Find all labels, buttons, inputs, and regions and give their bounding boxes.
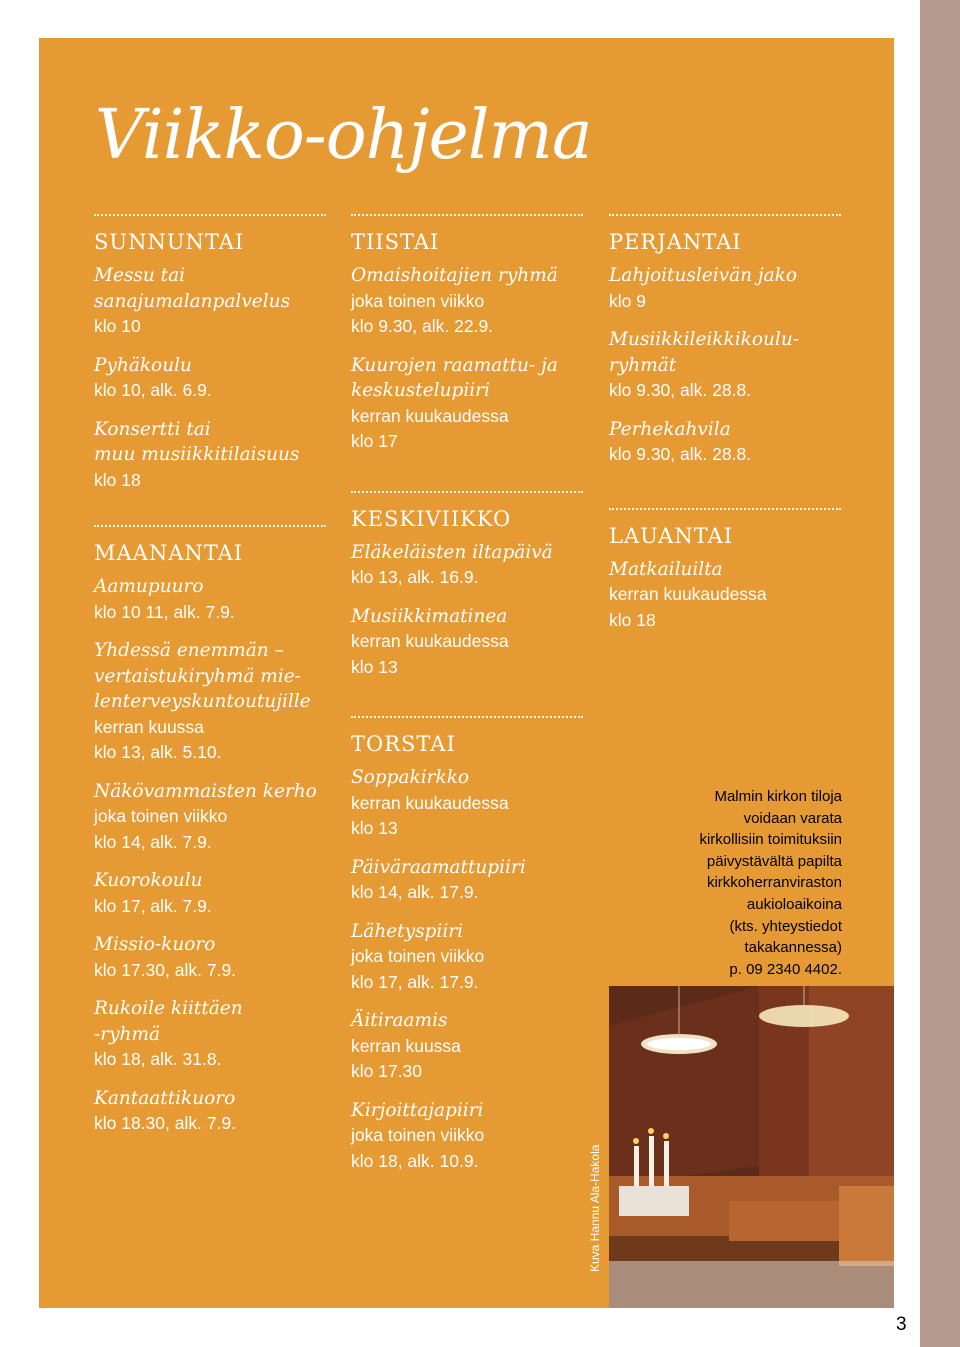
dotted-divider <box>351 716 583 718</box>
event-detail: klo 13, alk. 16.9. <box>351 567 479 587</box>
event-detail: klo 9.30, alk. 22.9. <box>351 316 494 336</box>
event-name: Kuorokoulu <box>94 870 203 891</box>
info-line: (kts. yhteystiedot <box>729 917 842 935</box>
event-detail: klo 14, alk. 17.9. <box>351 882 479 902</box>
event-detail: klo 17.30, alk. 7.9. <box>94 959 237 980</box>
event <box>94 638 334 766</box>
event-detail: kerran kuussa <box>94 716 204 737</box>
event <box>94 263 334 340</box>
event <box>351 765 591 842</box>
event <box>351 855 591 906</box>
event <box>94 574 334 625</box>
event-name: Näkövammaisten kerho <box>94 780 317 802</box>
day-block <box>351 214 591 455</box>
column-1 <box>94 214 334 1157</box>
event-name: Lähetyspiiri <box>351 920 463 942</box>
photo-credit: Kuva Hannu Ala-Hakola <box>588 1144 602 1272</box>
church-interior-image <box>609 986 894 1308</box>
day-heading: PERJANTAI <box>609 230 742 254</box>
event-name: Aamupuuro <box>94 576 204 597</box>
event <box>94 779 334 856</box>
event <box>609 263 849 314</box>
booking-info <box>640 786 842 980</box>
dotted-divider <box>94 525 326 527</box>
event-detail: klo 18.30, alk. 7.9. <box>94 1113 237 1133</box>
event-detail: klo 17, alk. 17.9. <box>351 971 479 992</box>
event-detail: kerran kuukaudessa <box>351 631 509 651</box>
column-3 <box>609 214 849 653</box>
event-detail: klo 13 <box>351 818 398 838</box>
event-detail: klo 18, alk. 31.8. <box>94 1049 222 1069</box>
church-photo <box>609 986 894 1308</box>
event-name: Kirjoittajapiiri <box>351 1099 484 1121</box>
event-name: Konsertti tai <box>94 418 211 440</box>
event-detail: joka toinen viikko <box>351 946 485 966</box>
event-name: vertaistukiryhmä mie- <box>94 665 301 687</box>
event-detail: klo 17.30 <box>351 1061 423 1081</box>
event-detail: kerran kuukaudessa <box>351 792 509 813</box>
event-name: Pyhäkoulu <box>94 354 192 376</box>
info-line: kirkollisiin toimituksiin <box>699 831 842 849</box>
event-name: Messu tai <box>94 265 186 286</box>
event-name: keskustelupiiri <box>351 380 490 401</box>
info-line: Malmin kirkon tiloja <box>714 788 842 805</box>
dotted-divider <box>94 214 326 216</box>
event-name: Lahjoitusleivän jako <box>609 265 798 286</box>
info-line: kirkkoherranviraston <box>706 874 842 892</box>
event-name: Rukoile kiittäen <box>94 998 243 1019</box>
event-name: Päiväraamattupiiri <box>351 856 526 878</box>
event <box>609 557 849 634</box>
event-name: sanajumalanpalvelus <box>94 290 291 312</box>
page-number: 3 <box>896 1314 907 1335</box>
event <box>94 932 334 983</box>
day-block <box>94 214 334 493</box>
event-name: Musiikkimatinea <box>351 605 508 627</box>
event-detail: klo 17 <box>351 431 398 451</box>
event-detail: kerran kuussa <box>351 1035 461 1056</box>
event-detail: klo 13, alk. 5.10. <box>94 742 222 762</box>
day-block <box>351 716 591 1174</box>
event-name: Yhdessä enemmän – <box>94 640 284 661</box>
event-detail: klo 9.30, alk. 28.8. <box>609 444 752 464</box>
event-name: muu musiikkitilaisuus <box>94 444 300 465</box>
event <box>351 919 591 996</box>
event-name: Musiikkileikkikoulu- <box>609 329 799 350</box>
event-detail: joka toinen viikko <box>351 290 485 311</box>
event-detail: joka toinen viikko <box>94 806 228 826</box>
info-line: aukioloaikoina <box>746 895 842 913</box>
event-detail: klo 10 <box>94 316 141 336</box>
event-name: lenterveyskuntoutujille <box>94 691 311 712</box>
event-name: Kuurojen raamattu- ja <box>351 354 558 376</box>
event-detail: klo 18, alk. 10.9. <box>351 1150 479 1171</box>
event-detail: klo 9.30, alk. 28.8. <box>609 380 752 400</box>
event-detail: klo 13 <box>351 656 398 677</box>
info-line: päivystävältä papilta <box>706 852 842 870</box>
event <box>351 1008 591 1085</box>
event-detail: kerran kuukaudessa <box>609 584 767 604</box>
event-detail: klo 18 <box>94 469 141 490</box>
event <box>351 540 591 591</box>
event-detail: kerran kuukaudessa <box>351 405 509 426</box>
day-heading: KESKIVIIKKO <box>351 506 512 531</box>
event-detail: joka toinen viikko <box>351 1125 485 1145</box>
event <box>351 1098 591 1175</box>
day-block <box>94 525 334 1137</box>
event-detail: klo 18 <box>609 609 656 630</box>
event-name: ryhmät <box>609 354 677 376</box>
dotted-divider <box>609 214 841 216</box>
event <box>94 996 334 1073</box>
day-heading: TIISTAI <box>351 230 440 254</box>
day-heading: MAANANTAI <box>94 541 244 565</box>
event-name: Eläkeläisten iltapäivä <box>351 541 553 563</box>
event <box>94 353 334 404</box>
event <box>609 417 849 468</box>
info-line: p. 09 2340 4402. <box>729 960 842 978</box>
event-detail: klo 10 11, alk. 7.9. <box>94 601 235 622</box>
event-detail: klo 9 <box>609 290 646 311</box>
event-name: Äitiraamis <box>351 1010 448 1031</box>
day-heading: LAUANTAI <box>609 523 734 548</box>
event <box>94 417 334 494</box>
day-block <box>351 491 591 681</box>
day-heading: TORSTAI <box>351 732 456 756</box>
event <box>94 868 334 919</box>
dotted-divider <box>351 491 583 493</box>
event-name: Soppakirkko <box>351 767 470 788</box>
info-line: takakannessa) <box>744 939 842 957</box>
dotted-divider <box>609 508 841 510</box>
event <box>351 604 591 681</box>
event-name: Missio-kuoro <box>94 934 216 955</box>
page-title: Viikko-ohjelma <box>95 96 592 175</box>
event <box>94 1086 334 1137</box>
event-name: Matkailuilta <box>609 558 723 580</box>
day-block <box>609 214 849 468</box>
dotted-divider <box>351 214 583 216</box>
day-heading: SUNNUNTAI <box>94 230 245 254</box>
event-name: Kantaattikuoro <box>94 1087 236 1109</box>
event-detail: klo 17, alk. 7.9. <box>94 895 212 916</box>
event <box>609 327 849 404</box>
event-name: -ryhmä <box>94 1023 161 1045</box>
column-2 <box>351 214 591 1210</box>
info-line: voidaan varata <box>743 809 842 827</box>
event-name: Perhekahvila <box>609 418 731 440</box>
event-detail: klo 10, alk. 6.9. <box>94 380 212 400</box>
event-detail: klo 14, alk. 7.9. <box>94 831 212 852</box>
event <box>351 263 591 340</box>
event-name: Omaishoitajien ryhmä <box>351 265 558 286</box>
event <box>351 353 591 455</box>
day-block <box>609 508 849 634</box>
